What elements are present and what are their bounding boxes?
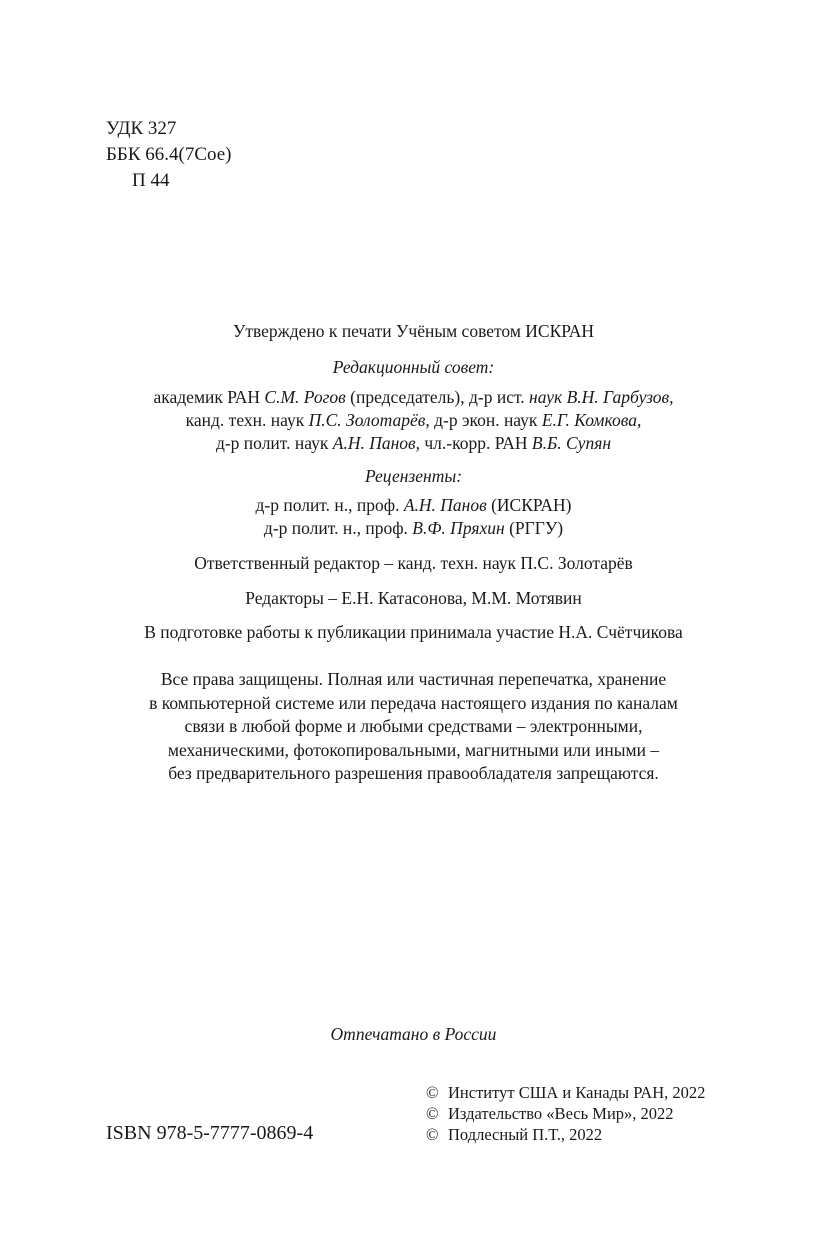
- board-line-2: [0, 410, 827, 432]
- italic-name-run: В.Б. Супян: [531, 433, 612, 453]
- text-run: д-р экон. наук: [429, 410, 542, 430]
- rights-line: связи в любой форме и любыми средствами – электронными,: [184, 716, 643, 736]
- reviewer-line-2: [0, 518, 827, 540]
- isbn: ISBN 978-5-7777-0869-4: [106, 1122, 314, 1144]
- text-run: канд. техн. наук: [185, 410, 309, 430]
- text-run: д-р полит. н., проф.: [255, 495, 404, 515]
- copyright-block: [426, 1082, 705, 1145]
- text-run: (председатель), д-р ист.: [345, 387, 530, 407]
- rights-notice: [0, 668, 827, 786]
- italic-name-run: Е.Г. Комкова,: [541, 410, 642, 430]
- udk-code: УДК 327: [106, 118, 177, 139]
- reviewer-line-1: [0, 495, 827, 517]
- rights-line: в компьютерной системе или передача настоящего издания по каналам: [149, 692, 678, 713]
- italic-name-run: П.С. Золотарёв,: [308, 410, 430, 430]
- board-line-3: [0, 433, 827, 455]
- copyright-line: [426, 1103, 705, 1124]
- rights-line: Все права защищены. Полная или частичная перепечатка, хранение: [160, 669, 667, 689]
- italic-name-run: наук В.Н. Гарбузов,: [529, 387, 674, 407]
- copyright-holder: Подлесный П.Т., 2022: [448, 1125, 603, 1144]
- copyright-line: [426, 1082, 705, 1103]
- bbk-code: ББК 66.4(7Сое): [106, 144, 232, 165]
- rights-line: без предварительного разрешения правообладателя запрещаются.: [168, 763, 659, 783]
- editors: Редакторы – Е.Н. Катасонова, М.М. Мотявин: [245, 588, 582, 608]
- text-run: д-р полит. наук: [215, 433, 333, 453]
- copyright-line: [426, 1124, 705, 1145]
- italic-name-run: В.Ф. Пряхин: [412, 518, 505, 538]
- text-run: чл.-корр. РАН: [420, 433, 532, 453]
- text-run: академик РАН: [153, 387, 265, 407]
- copyright-symbol: ©: [426, 1083, 439, 1102]
- board-line-1: [0, 387, 827, 409]
- rights-line: механическими, фотокопировальными, магнитными или иными –: [167, 739, 660, 760]
- text-run: (РГГУ): [504, 518, 564, 538]
- copyright-holder: Институт США и Канады РАН, 2022: [448, 1083, 706, 1102]
- text-run: (ИСКРАН): [486, 495, 572, 515]
- italic-name-run: А.Н. Панов: [403, 495, 487, 515]
- italic-name-run: С.М. Рогов: [264, 387, 346, 407]
- preparation-credit: В подготовке работы к публикации принимала участие Н.А. Счётчикова: [144, 622, 683, 642]
- copyright-symbol: ©: [426, 1104, 439, 1123]
- reviewers-heading: Рецензенты:: [364, 466, 463, 486]
- board-heading: Редакционный совет:: [332, 357, 495, 377]
- copyright-symbol: ©: [426, 1125, 439, 1144]
- copyright-holder: Издательство «Весь Мир», 2022: [448, 1104, 674, 1123]
- approval-statement: Утверждено к печати Учёным советом ИСКРАН: [232, 321, 595, 341]
- classification-codes: [106, 116, 232, 194]
- italic-name-run: А.Н. Панов,: [332, 433, 420, 453]
- printed-in: Отпечатано в России: [330, 1024, 497, 1044]
- author-mark: П 44: [132, 170, 170, 191]
- responsible-editor: Ответственный редактор – канд. техн. наук П.С. Золотарёв: [194, 553, 633, 573]
- text-run: д-р полит. н., проф.: [263, 518, 413, 538]
